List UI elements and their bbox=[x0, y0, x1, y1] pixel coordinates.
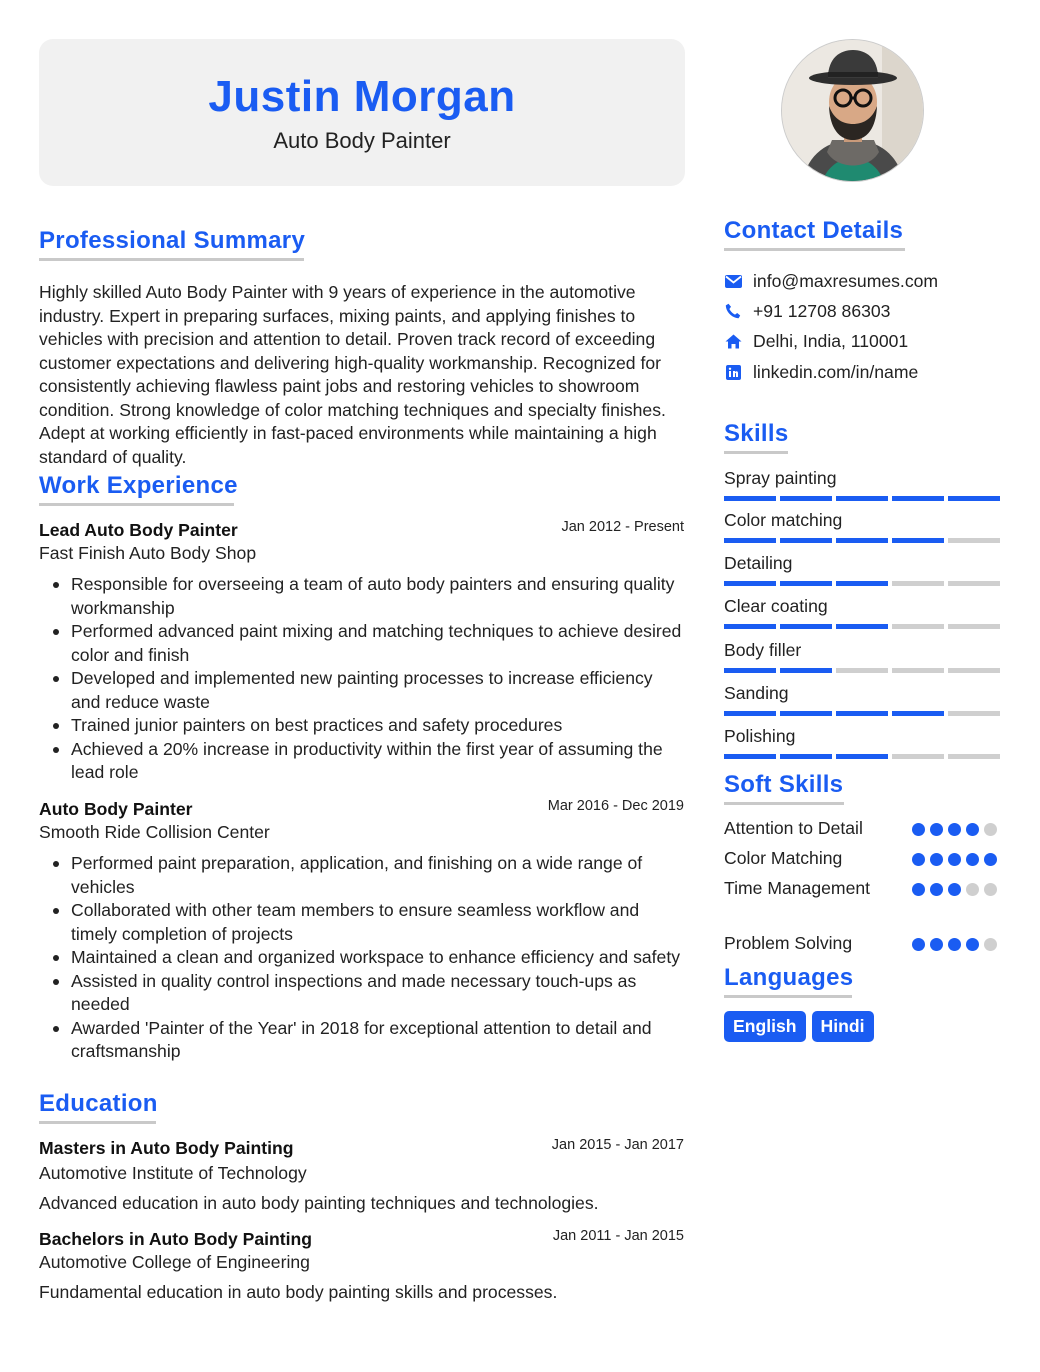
rating-dot bbox=[912, 853, 925, 866]
section-title-soft-skills: Soft Skills bbox=[724, 771, 844, 798]
languages-list bbox=[724, 1011, 874, 1042]
skill-level-segment bbox=[836, 496, 888, 501]
job-bullets bbox=[39, 852, 685, 1064]
rating-dot bbox=[984, 823, 997, 836]
list-item: Maintained a clean and organized workspace to enhance efficiency and safety bbox=[39, 946, 685, 970]
linkedin-text: linkedin.com/in/name bbox=[753, 361, 919, 382]
degree-title: Bachelors in Auto Body Painting bbox=[39, 1229, 313, 1249]
skill-level-segment bbox=[836, 581, 888, 586]
email-text: info@maxresumes.com bbox=[753, 270, 939, 291]
list-item: Performed advanced paint mixing and matching techniques to achieve desired color and finish bbox=[39, 620, 685, 667]
skill-level-segment bbox=[892, 581, 944, 586]
list-item: Developed and implemented new painting processes to increase efficiency and reduce waste bbox=[39, 667, 685, 714]
rating-dot bbox=[966, 883, 979, 896]
contact-linkedin[interactable] bbox=[724, 360, 918, 384]
rating-dot bbox=[930, 823, 943, 836]
skill-level-segment bbox=[780, 581, 832, 586]
soft-skill-label: Problem Solving bbox=[724, 933, 853, 953]
skill-label: Sanding bbox=[724, 683, 789, 703]
skill-level-bar bbox=[724, 581, 1000, 586]
list-item: Collaborated with other team members to ensure seamless workflow and timely completion of projects bbox=[39, 899, 685, 946]
skill-level-segment bbox=[948, 711, 1000, 716]
soft-skill-rating bbox=[912, 853, 997, 866]
skill-level-segment bbox=[724, 538, 776, 543]
skill-level-segment bbox=[780, 668, 832, 673]
skill-level-segment bbox=[892, 668, 944, 673]
job-dates: Mar 2016 - Dec 2019 bbox=[547, 798, 684, 814]
section-underline bbox=[39, 258, 304, 261]
skill-level-bar bbox=[724, 711, 1000, 716]
skill-label: Detailing bbox=[724, 553, 793, 573]
skill-level-segment bbox=[724, 754, 776, 759]
skill-label: Color matching bbox=[724, 510, 843, 530]
skill-level-bar bbox=[724, 624, 1000, 629]
rating-dot bbox=[930, 938, 943, 951]
section-title-skills: Skills bbox=[724, 420, 789, 447]
rating-dot bbox=[912, 938, 925, 951]
list-item: Performed paint preparation, application, and finishing on a wide range of vehicles bbox=[39, 852, 685, 899]
skill-level-segment bbox=[948, 581, 1000, 586]
phone-icon bbox=[724, 302, 742, 320]
rating-dot bbox=[948, 853, 961, 866]
skill-level-segment bbox=[724, 711, 776, 716]
education-description: Advanced education in auto body painting techniques and technologies. bbox=[39, 1193, 599, 1213]
rating-dot bbox=[912, 883, 925, 896]
skill-label: Spray painting bbox=[724, 468, 837, 488]
rating-dot bbox=[912, 823, 925, 836]
education-description: Fundamental education in auto body painting skills and processes. bbox=[39, 1282, 558, 1302]
skill-level-segment bbox=[780, 624, 832, 629]
skill-level-segment bbox=[948, 496, 1000, 501]
home-icon bbox=[724, 332, 742, 350]
skill-level-bar bbox=[724, 668, 1000, 673]
skill-level-segment bbox=[724, 581, 776, 586]
avatar-portrait bbox=[782, 40, 924, 182]
skill-level-segment bbox=[836, 754, 888, 759]
location-text: Delhi, India, 110001 bbox=[753, 330, 909, 351]
skill-level-segment bbox=[948, 624, 1000, 629]
degree-title: Masters in Auto Body Painting bbox=[39, 1138, 294, 1158]
skill-label: Body filler bbox=[724, 640, 802, 660]
skill-level-segment bbox=[892, 754, 944, 759]
contact-email[interactable] bbox=[724, 269, 938, 293]
rating-dot bbox=[948, 883, 961, 896]
rating-dot bbox=[966, 823, 979, 836]
skill-level-segment bbox=[780, 496, 832, 501]
phone-text: +91 12708 86303 bbox=[753, 300, 891, 321]
skill-level-segment bbox=[836, 668, 888, 673]
list-item: Responsible for overseeing a team of auto body painters and ensuring quality workmanship bbox=[39, 573, 685, 620]
section-title-education: Education bbox=[39, 1090, 158, 1117]
job-company: Fast Finish Auto Body Shop bbox=[39, 543, 257, 563]
education-dates: Jan 2015 - Jan 2017 bbox=[551, 1137, 684, 1153]
section-title-languages: Languages bbox=[724, 964, 854, 991]
section-underline bbox=[724, 451, 788, 454]
list-item: Trained junior painters on best practices and safety procedures bbox=[39, 714, 685, 738]
skill-level-segment bbox=[836, 538, 888, 543]
section-underline bbox=[724, 248, 905, 251]
school-name: Automotive College of Engineering bbox=[39, 1252, 310, 1272]
avatar bbox=[781, 39, 924, 182]
rating-dot bbox=[930, 883, 943, 896]
section-title-summary: Professional Summary bbox=[39, 227, 306, 254]
job-dates: Jan 2012 - Present bbox=[561, 519, 684, 535]
soft-skill-label: Time Management bbox=[724, 878, 871, 898]
soft-skill-rating bbox=[912, 938, 997, 951]
rating-dot bbox=[948, 823, 961, 836]
rating-dot bbox=[984, 883, 997, 896]
rating-dot bbox=[984, 853, 997, 866]
candidate-title: Auto Body Painter bbox=[273, 128, 451, 153]
skill-level-segment bbox=[948, 754, 1000, 759]
contact-phone[interactable] bbox=[724, 299, 890, 323]
soft-skill-rating bbox=[912, 823, 997, 836]
skill-label: Polishing bbox=[724, 726, 796, 746]
skill-level-bar bbox=[724, 754, 1000, 759]
section-underline bbox=[724, 802, 844, 805]
list-item: Awarded 'Painter of the Year' in 2018 for exceptional attention to detail and craftsmanship bbox=[39, 1017, 685, 1064]
skill-level-segment bbox=[724, 668, 776, 673]
candidate-name: Justin Morgan bbox=[208, 72, 516, 121]
job-company: Smooth Ride Collision Center bbox=[39, 822, 270, 842]
skill-level-segment bbox=[724, 496, 776, 501]
rating-dot bbox=[948, 938, 961, 951]
skill-level-segment bbox=[780, 538, 832, 543]
job-bullets bbox=[39, 573, 685, 785]
skill-level-segment bbox=[836, 624, 888, 629]
education-dates: Jan 2011 - Jan 2015 bbox=[552, 1228, 684, 1244]
soft-skill-rating bbox=[912, 883, 997, 896]
skill-level-segment bbox=[948, 538, 1000, 543]
skill-level-segment bbox=[724, 624, 776, 629]
skill-level-segment bbox=[780, 711, 832, 716]
list-item: Achieved a 20% increase in productivity within the first year of assuming the lead role bbox=[39, 738, 685, 785]
section-underline bbox=[39, 1121, 156, 1124]
section-title-contact: Contact Details bbox=[724, 217, 904, 244]
rating-dot bbox=[930, 853, 943, 866]
rating-dot bbox=[966, 938, 979, 951]
summary-text: Highly skilled Auto Body Painter with 9 years of experience in the automotive industry. Expert in preparing surfaces, mixing paints, and applying finishes to vehicles with precision and attention to detail. Proven track record of exceeding customer expectations and delivering high-quality workmanship. Recognized for consistently achieving flawless paint jobs and restoring vehicles to showroom condition. Strong knowledge of color matching techniques and specialty finishes. Adept at working efficiently in fast-paced environments while maintaining a high standard of quality. bbox=[39, 282, 666, 467]
linkedin-icon bbox=[724, 363, 742, 381]
job-title: Auto Body Painter bbox=[39, 799, 193, 819]
section-underline bbox=[724, 995, 852, 998]
language-tag: Hindi bbox=[812, 1011, 874, 1042]
skill-label: Clear coating bbox=[724, 596, 828, 616]
job-title: Lead Auto Body Painter bbox=[39, 520, 238, 540]
soft-skill-label: Attention to Detail bbox=[724, 818, 863, 838]
skill-level-segment bbox=[836, 711, 888, 716]
contact-location bbox=[724, 329, 908, 353]
soft-skill-label: Color Matching bbox=[724, 848, 843, 868]
header-card bbox=[39, 39, 685, 186]
skill-level-segment bbox=[892, 624, 944, 629]
skill-level-segment bbox=[892, 538, 944, 543]
school-name: Automotive Institute of Technology bbox=[39, 1163, 307, 1183]
envelope-icon bbox=[724, 272, 742, 290]
skill-level-bar bbox=[724, 496, 1000, 501]
language-tag: English bbox=[724, 1011, 806, 1042]
rating-dot bbox=[966, 853, 979, 866]
skill-level-segment bbox=[780, 754, 832, 759]
section-underline bbox=[39, 503, 234, 506]
skill-level-bar bbox=[724, 538, 1000, 543]
rating-dot bbox=[984, 938, 997, 951]
skill-level-segment bbox=[892, 496, 944, 501]
skill-level-segment bbox=[892, 711, 944, 716]
list-item: Assisted in quality control inspections and made necessary touch-ups as needed bbox=[39, 970, 685, 1017]
section-title-experience: Work Experience bbox=[39, 472, 238, 499]
skill-level-segment bbox=[948, 668, 1000, 673]
